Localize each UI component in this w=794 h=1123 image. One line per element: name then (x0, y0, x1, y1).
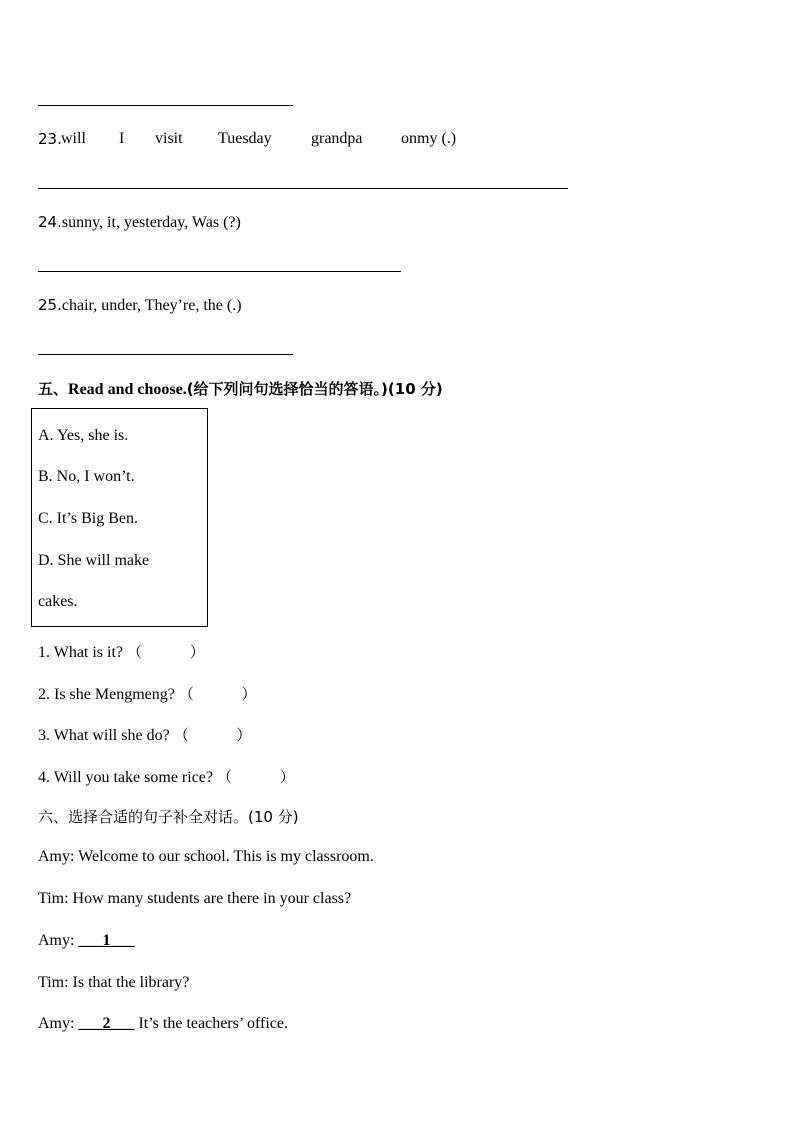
choose-question-4-text: 4. Will you take some rice? (38, 769, 214, 786)
choose-question-3 (38, 724, 251, 745)
dialogue-line-3 (38, 932, 134, 950)
answer-line-24 (38, 271, 401, 272)
choose-question-4 (38, 766, 295, 787)
dialogue-line-4: Tim: Is that the library? (38, 974, 190, 991)
answer-line-22 (38, 105, 293, 106)
dialogue-line-1: Amy: Welcome to our school. This is my classroom. (38, 848, 374, 865)
answer-parentheses-1[interactable]: （ ） (127, 643, 205, 661)
question-24 (38, 213, 241, 232)
question-23-word-5: grandpa (311, 130, 363, 147)
section-5-label: 五、 (38, 380, 69, 398)
question-23-word-4: Tuesday (218, 130, 272, 147)
dialogue-blank-1[interactable]: ___1___ (78, 932, 135, 949)
choose-question-1-text: 1. What is it? (38, 644, 124, 661)
dialogue-line-3-speaker: Amy: (38, 932, 79, 949)
section-5-heading (38, 378, 443, 399)
dialogue-line-5 (38, 1015, 288, 1033)
question-25 (38, 296, 242, 315)
answer-line-25 (38, 354, 293, 355)
answer-parentheses-4[interactable]: （ ） (217, 768, 295, 786)
question-23-word-6: onmy (.) (401, 130, 457, 147)
answer-line-23 (38, 188, 568, 189)
option-c: C. It’s Big Ben. (38, 510, 139, 527)
dialogue-line-5-rest: It’s the teachers’ office. (134, 1015, 289, 1032)
question-23-number: 23. (38, 130, 62, 148)
section-5-title-zh: (给下列问句选择恰当的答语。)(10 分) (186, 380, 443, 398)
choose-question-2 (38, 683, 257, 704)
section-6-heading: 六、选择合适的句子补全对话。(10 分) (38, 808, 299, 826)
question-23-word-1: will (61, 130, 86, 147)
dialogue-line-2: Tim: How many students are there in your class? (38, 890, 352, 907)
question-24-number: 24. (38, 213, 62, 231)
answer-parentheses-2[interactable]: （ ） (178, 685, 257, 703)
choose-question-3-text: 3. What will she do? (38, 727, 170, 744)
section-5-title-en: Read and choose. (68, 381, 187, 398)
dialogue-blank-2[interactable]: ___2___ (78, 1015, 135, 1032)
option-a: A. Yes, she is. (38, 427, 129, 444)
option-d: D. She will make (38, 552, 150, 569)
answer-parentheses-3[interactable]: （ ） (173, 726, 252, 744)
question-24-text: sunny, it, yesterday, Was (?) (61, 214, 241, 231)
question-23-word-3: visit (155, 130, 183, 147)
dialogue-line-5-speaker: Amy: (38, 1015, 79, 1032)
choose-question-1 (38, 641, 205, 662)
choose-question-2-text: 2. Is she Mengmeng? (38, 686, 175, 703)
question-25-number: 25. (38, 296, 62, 314)
option-d-continued: cakes. (38, 593, 78, 610)
question-23-word-2: I (119, 130, 125, 147)
option-b: B. No, I won’t. (38, 468, 135, 485)
question-25-text: chair, under, They’re, the (.) (61, 297, 242, 314)
